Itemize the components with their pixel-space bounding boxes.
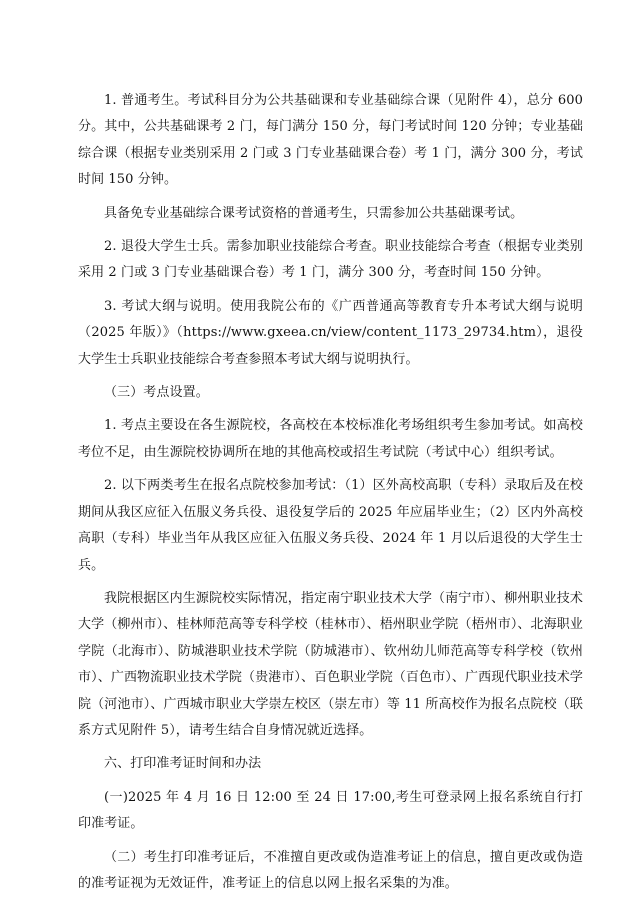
document-body (78, 88, 583, 904)
section-heading-exam-sites: （三）考点设置。 (104, 385, 209, 401)
section-heading-admission-ticket: 六、打印准考证时间和办法 (104, 756, 262, 772)
paragraph-ticket-validity: （二）考生打印准考证后，不准擅自更改或伪造准考证上的信息，擅自更改或伪造的准考证视为无效证件，准考证上的信息以网上报名采集的为准。 (78, 849, 583, 891)
paragraph-print-time: (一)2025 年 4 月 16 日 12:00 至 24 日 17:00,考生可登录网上报名系统自行打印准考证。 (78, 789, 583, 832)
paragraph-two-candidate-types: 2. 以下两类考生在报名点院校参加考试：（1）区外高校高职（专科）录取后及在校期间从我区应征入伍服义务兵役、退役复学后的 2025 年应届毕业生；（2）区内外高校高职（专科）毕业当年从我区应征入伍服义务兵役、2024 年 1 月以后退役的大学生士兵。 (78, 478, 583, 573)
paragraph-veteran-soldiers: 2. 退役大学生士兵。需参加职业技能综合考查。职业技能综合考查（根据专业类别采用 2 门或 3 门专业基础课合卷）考 1 门，满分 300 分，考查时间 150 分钟。 (78, 239, 583, 281)
paragraph-exam-syllabus: 3. 考试大纲与说明。使用我院公布的《广西普通高等教育专升本考试大纲与说明（2025 年版）》（https://www.gxeea.cn/view/content_1173_29734.htm），退役大学生士兵职业技能综合考查参照本考试大纲与说明执行。 (78, 298, 583, 367)
paragraph-site-location: 1. 考点主要设在各生源院校，各高校在本校标准化考场组织考生参加考试。如高校考位不足，由生源院校协调所在地的其他高校或招生考试院（考试中心）组织考试。 (78, 418, 583, 460)
paragraph-regular-candidates: 1. 普通考生。考试科目分为公共基础课和专业基础综合课（见附件 4），总分 600 分。其中，公共基础课考 2 门，每门满分 150 分，每门考试时间 120 分钟；专业基础综合课（根据专业类别采用 2 门或 3 门专业基础课合卷）考 1 门，满分 300 分，考试时间 150 分钟。 (78, 93, 583, 188)
paragraph-registration-schools: 我院根据区内生源院校实际情况，指定南宁职业技术大学（南宁市）、柳州职业技术大学（柳州市）、桂林师范高等专科学校（桂林市）、梧州职业学院（梧州市）、北海职业学院（北海市）、防城港职业技术学院（防城港市）、钦州幼儿师范高等专科学校（钦州市）、广西物流职业技术学院（贵港市）、百色职业学院（百色市）、广西现代职业技术学院（河池市）、广西城市职业大学崇左校区（崇左市）等 11 所高校作为报名点院校（联系方式见附件 5），请考生结合自身情况就近选择。 (78, 590, 583, 738)
paragraph-exempt-candidates: 具备免专业基础综合课考试资格的普通考生，只需参加公共基础课考试。 (104, 205, 524, 221)
